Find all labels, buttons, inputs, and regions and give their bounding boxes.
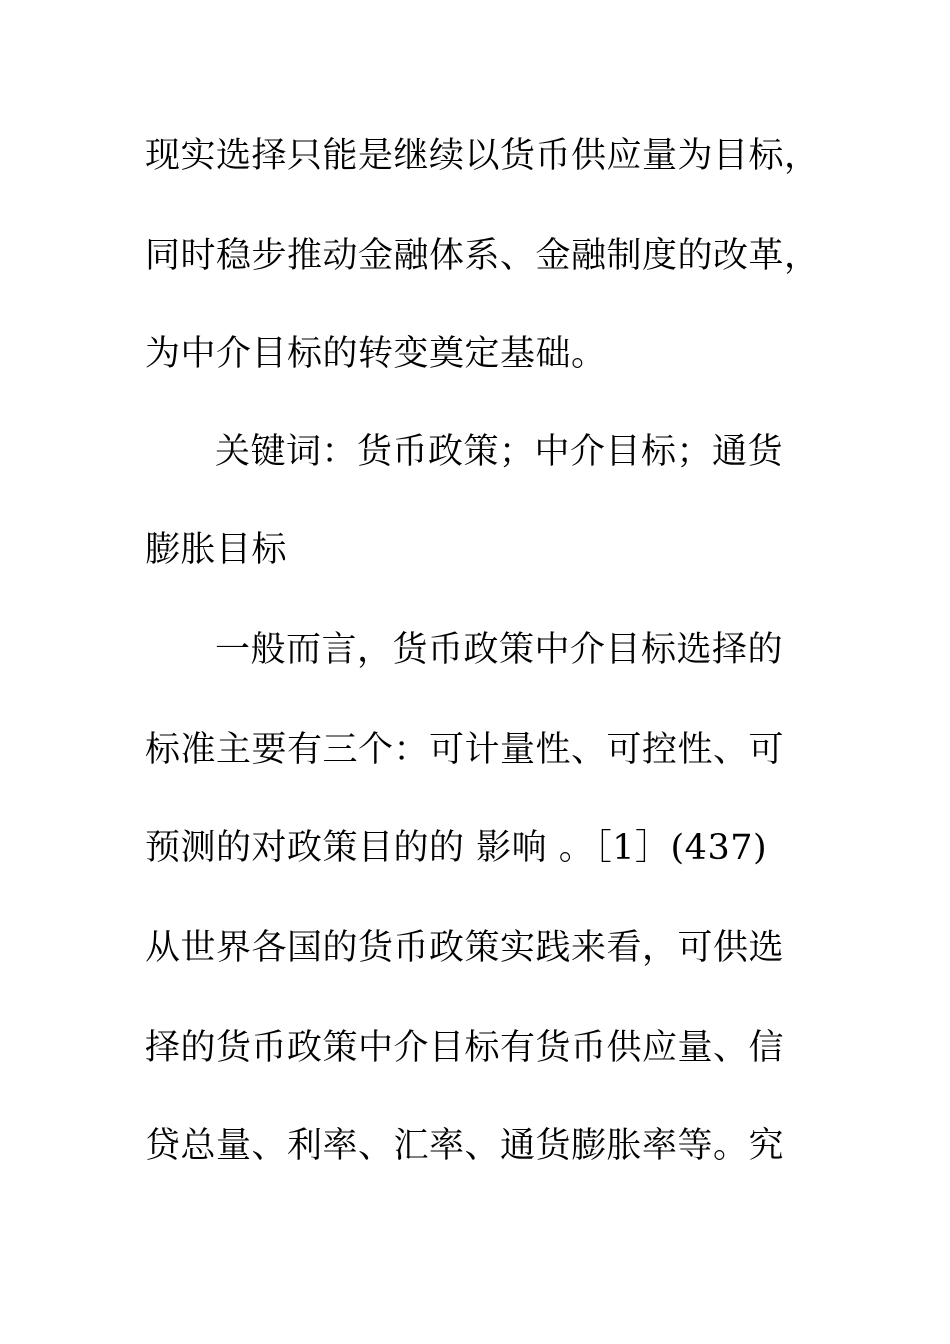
paragraph-line: 为中介目标的转变奠定基础。 (145, 334, 607, 374)
paragraph-line: 同时稳步推动金融体系、金融制度的改革， (145, 236, 820, 276)
paragraph-line: 从世界各国的货币政策实践来看，可供选 (145, 928, 785, 968)
paragraph-line: 择的货币政策中介目标有货币供应量、信 (145, 1028, 785, 1068)
keywords-line: 膨胀目标 (145, 530, 288, 570)
paragraph-line: 贷总量、利率、汇率、通货膨胀率等。究 (145, 1126, 785, 1166)
paragraph-line: 标准主要有三个：可计量性、可控性、可 (145, 730, 785, 770)
paragraph-line: 预测的对政策目的的 影响 。［1］(437) (145, 828, 768, 868)
keywords-line: 关键词：货币政策；中介目标；通货 (215, 432, 784, 472)
paragraph-line: 现实选择只能是继续以货币供应量为目标， (145, 136, 820, 176)
paragraph-line: 一般而言，货币政策中介目标选择的 (215, 630, 784, 670)
